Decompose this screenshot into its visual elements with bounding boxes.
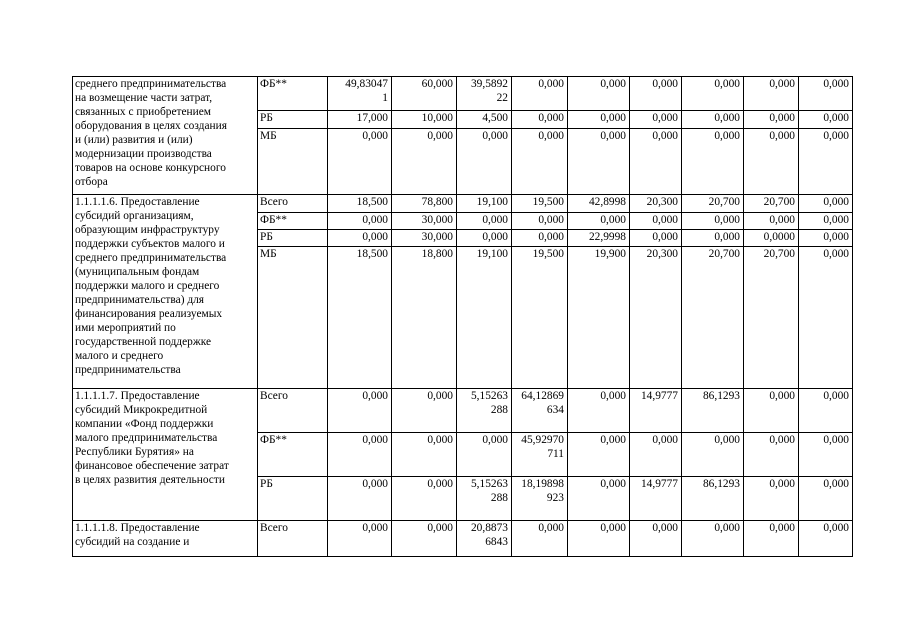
description-line: (муниципальным фондам [75, 266, 200, 278]
amount-cell [568, 195, 630, 213]
amount-cell [799, 247, 853, 389]
amount-cell [744, 477, 799, 521]
amount-value: 0,000 [600, 434, 626, 446]
amount-value: 0,000 [714, 112, 740, 124]
amount-value: 0,000 [769, 130, 795, 142]
amount-cell [392, 433, 457, 477]
amount-value: 0,000 [823, 196, 849, 208]
amount-cell [744, 213, 799, 230]
amount-value: 0,000 [823, 434, 849, 446]
description-line: поддержки малого и среднего [75, 280, 220, 292]
amount-value: 42,8998 [588, 196, 626, 208]
table-row [73, 195, 853, 213]
amount-cell [799, 477, 853, 521]
amount-cell [392, 129, 457, 195]
amount-value: 0,000 [427, 390, 453, 402]
amount-cell [799, 389, 853, 433]
amount-cell [457, 477, 512, 521]
amount-cell [457, 213, 512, 230]
table-row [73, 521, 853, 557]
amount-cell [328, 389, 392, 433]
amount-value: 0,000 [714, 231, 740, 243]
amount-cell [392, 77, 457, 111]
amount-value: 0,000 [482, 130, 508, 142]
amount-cell [392, 521, 457, 557]
amount-value: 0,0000 [763, 231, 795, 243]
table-row [73, 389, 853, 433]
amount-value: 0,000 [652, 112, 678, 124]
amount-cell [682, 477, 744, 521]
funding-source: Всего [258, 521, 328, 557]
amount-cell [392, 111, 457, 129]
amount-cell [328, 230, 392, 247]
amount-value: 86,1293 [702, 390, 740, 402]
amount-cell [512, 433, 568, 477]
description-line: субсидий организациям, [75, 210, 194, 222]
funding-source: ФБ** [258, 77, 328, 111]
amount-cell [630, 111, 682, 129]
amount-value: 634 [546, 404, 564, 416]
amount-cell [682, 213, 744, 230]
amount-cell [392, 195, 457, 213]
amount-value: 5,15263 [470, 390, 508, 402]
amount-cell [682, 77, 744, 111]
description-line: финансовое обеспечение затрат [75, 460, 229, 472]
description-line: Республики Бурятия» на [75, 446, 194, 458]
description-line: в целях развития деятельности [75, 474, 225, 486]
amount-value: 17,000 [356, 112, 388, 124]
amount-cell [744, 111, 799, 129]
description-line: предпринимательства) для [75, 294, 205, 306]
amount-cell [457, 521, 512, 557]
amount-value: 288 [490, 404, 508, 416]
amount-cell [568, 230, 630, 247]
description-line: финансирования реализуемых [75, 308, 223, 320]
amount-value: 78,800 [421, 196, 453, 208]
amount-cell [744, 129, 799, 195]
amount-cell [512, 477, 568, 521]
amount-value: 0,000 [482, 434, 508, 446]
amount-cell [744, 247, 799, 389]
amount-value: 0,000 [652, 214, 678, 226]
amount-value: 0,000 [652, 434, 678, 446]
description-line: на возмещение части затрат, [75, 92, 213, 104]
amount-value: 14,9777 [640, 390, 678, 402]
amount-value: 0,000 [538, 78, 564, 90]
amount-value: 0,000 [600, 522, 626, 534]
measure-description [73, 521, 258, 557]
amount-cell [630, 433, 682, 477]
amount-value: 0,000 [769, 522, 795, 534]
description-line: среднего предпринимательства [75, 78, 227, 90]
amount-value: 0,000 [482, 214, 508, 226]
amount-cell [328, 521, 392, 557]
amount-cell [328, 433, 392, 477]
amount-cell [392, 247, 457, 389]
amount-value: 10,000 [421, 112, 453, 124]
amount-value: 0,000 [769, 78, 795, 90]
amount-cell [328, 477, 392, 521]
amount-value: 0,000 [652, 522, 678, 534]
amount-cell [328, 129, 392, 195]
amount-value: 0,000 [652, 130, 678, 142]
amount-value: 20,700 [708, 248, 740, 260]
amount-cell [630, 521, 682, 557]
amount-cell [799, 129, 853, 195]
amount-cell [328, 111, 392, 129]
measure-description [73, 195, 258, 389]
description-line: субсидий на создание и [75, 536, 190, 548]
description-line: предпринимательства [75, 364, 181, 376]
amount-cell [744, 195, 799, 213]
funding-source: РБ [258, 230, 328, 247]
amount-value: 0,000 [652, 231, 678, 243]
amount-cell [392, 389, 457, 433]
amount-value: 0,000 [427, 434, 453, 446]
amount-value: 0,000 [714, 130, 740, 142]
amount-value: 22 [496, 92, 508, 104]
amount-cell [630, 389, 682, 433]
description-line: государственной поддержке [75, 336, 212, 348]
amount-cell [512, 195, 568, 213]
amount-value: 18,800 [421, 248, 453, 260]
amount-cell [682, 129, 744, 195]
amount-cell [457, 111, 512, 129]
amount-cell [630, 230, 682, 247]
amount-value: 0,000 [652, 78, 678, 90]
amount-cell [630, 477, 682, 521]
amount-value: 0,000 [823, 214, 849, 226]
amount-value: 86,1293 [702, 478, 740, 490]
amount-value: 0,000 [538, 130, 564, 142]
description-line: отбора [75, 176, 108, 188]
amount-cell [457, 129, 512, 195]
amount-value: 0,000 [600, 130, 626, 142]
amount-value: 0,000 [714, 434, 740, 446]
description-line: 1.1.1.1.6. Предоставление [75, 196, 200, 208]
amount-cell [392, 213, 457, 230]
amount-cell [744, 230, 799, 247]
description-line: компании «Фонд поддержки [75, 418, 214, 430]
amount-cell [457, 247, 512, 389]
amount-cell [512, 247, 568, 389]
amount-value: 0,000 [538, 522, 564, 534]
measure-description [73, 77, 258, 195]
funding-source: ФБ** [258, 433, 328, 477]
amount-cell [568, 247, 630, 389]
amount-cell [630, 213, 682, 230]
funding-source: Всего [258, 389, 328, 433]
amount-cell [799, 213, 853, 230]
amount-cell [512, 111, 568, 129]
description-line: модернизации производства [75, 148, 212, 160]
amount-value: 0,000 [769, 112, 795, 124]
description-line: 1.1.1.1.7. Предоставление [75, 390, 200, 402]
amount-cell [457, 77, 512, 111]
description-line: оборудования в целях создания [75, 120, 227, 132]
amount-value: 20,8873 [470, 522, 508, 534]
amount-value: 39,5892 [470, 78, 508, 90]
amount-value: 18,500 [356, 248, 388, 260]
amount-cell [568, 129, 630, 195]
amount-value: 45,92970 [521, 434, 564, 446]
amount-cell [392, 230, 457, 247]
amount-value: 20,700 [708, 196, 740, 208]
amount-cell [512, 213, 568, 230]
amount-value: 30,000 [421, 231, 453, 243]
description-line: связанных с приобретением [75, 106, 211, 118]
amount-value: 0,000 [362, 130, 388, 142]
amount-value: 19,500 [532, 196, 564, 208]
amount-cell [328, 77, 392, 111]
description-line: и (или) развития и (или) [75, 134, 193, 146]
amount-cell [457, 389, 512, 433]
amount-value: 0,000 [823, 248, 849, 260]
amount-value: 20,700 [763, 248, 795, 260]
description-line: образующим инфраструктуру [75, 224, 220, 236]
amount-cell [799, 77, 853, 111]
amount-cell [682, 111, 744, 129]
amount-cell [682, 521, 744, 557]
amount-value: 0,000 [482, 231, 508, 243]
amount-cell [799, 230, 853, 247]
funding-source: МБ [258, 129, 328, 195]
amount-value: 0,000 [823, 390, 849, 402]
amount-value: 0,000 [362, 214, 388, 226]
amount-cell [568, 77, 630, 111]
amount-value: 0,000 [362, 522, 388, 534]
amount-value: 288 [490, 492, 508, 504]
amount-value: 0,000 [600, 112, 626, 124]
amount-value: 19,900 [594, 248, 626, 260]
funding-table [72, 76, 853, 557]
amount-value: 6843 [485, 536, 508, 548]
amount-value: 5,15263 [470, 478, 508, 490]
amount-cell [457, 195, 512, 213]
amount-cell [682, 389, 744, 433]
amount-cell [457, 433, 512, 477]
amount-cell [328, 213, 392, 230]
amount-value: 0,000 [538, 231, 564, 243]
amount-value: 64,12869 [521, 390, 564, 402]
amount-cell [799, 433, 853, 477]
funding-source: РБ [258, 477, 328, 521]
amount-value: 0,000 [714, 78, 740, 90]
funding-source: МБ [258, 247, 328, 389]
amount-value: 49,83047 [345, 78, 388, 90]
amount-cell [682, 247, 744, 389]
funding-source: РБ [258, 111, 328, 129]
funding-source: ФБ** [258, 213, 328, 230]
amount-cell [682, 433, 744, 477]
amount-value: 0,000 [427, 478, 453, 490]
amount-value: 0,000 [600, 78, 626, 90]
amount-cell [512, 521, 568, 557]
amount-cell [568, 433, 630, 477]
amount-value: 18,19898 [521, 478, 564, 490]
amount-value: 20,700 [763, 196, 795, 208]
amount-value: 60,000 [421, 78, 453, 90]
amount-cell [512, 129, 568, 195]
amount-value: 0,000 [769, 434, 795, 446]
amount-cell [630, 129, 682, 195]
amount-value: 0,000 [600, 214, 626, 226]
amount-value: 0,000 [362, 231, 388, 243]
amount-value: 711 [547, 448, 564, 460]
amount-value: 0,000 [823, 130, 849, 142]
amount-value: 0,000 [362, 390, 388, 402]
funding-source: Всего [258, 195, 328, 213]
table-row [73, 77, 853, 111]
description-line: товаров на основе конкурсного [75, 162, 226, 174]
amount-cell [568, 213, 630, 230]
amount-value: 0,000 [714, 214, 740, 226]
amount-value: 0,000 [362, 434, 388, 446]
description-line: поддержки субъектов малого и [75, 238, 225, 250]
amount-cell [512, 389, 568, 433]
amount-value: 0,000 [823, 78, 849, 90]
amount-cell [744, 433, 799, 477]
amount-cell [682, 230, 744, 247]
amount-cell [568, 389, 630, 433]
measure-description [73, 389, 258, 521]
amount-cell [512, 77, 568, 111]
amount-value: 0,000 [769, 478, 795, 490]
amount-cell [328, 247, 392, 389]
amount-cell [744, 77, 799, 111]
description-line: субсидий Микрокредитной [75, 404, 208, 416]
amount-value: 0,000 [823, 478, 849, 490]
amount-value: 0,000 [714, 522, 740, 534]
description-line: малого предпринимательства [75, 432, 218, 444]
amount-value: 1 [382, 92, 388, 104]
amount-value: 923 [546, 492, 564, 504]
amount-cell [744, 521, 799, 557]
amount-value: 0,000 [427, 130, 453, 142]
description-line: среднего предпринимательства [75, 252, 227, 264]
amount-value: 0,000 [769, 214, 795, 226]
amount-value: 20,300 [646, 196, 678, 208]
amount-value: 0,000 [823, 231, 849, 243]
amount-value: 19,100 [476, 196, 508, 208]
amount-cell [799, 111, 853, 129]
description-line: 1.1.1.1.8. Предоставление [75, 522, 200, 534]
amount-value: 30,000 [421, 214, 453, 226]
amount-value: 0,000 [600, 390, 626, 402]
amount-value: 14,9777 [640, 478, 678, 490]
amount-value: 19,500 [532, 248, 564, 260]
amount-value: 0,000 [538, 214, 564, 226]
amount-cell [630, 195, 682, 213]
amount-cell [799, 521, 853, 557]
amount-cell [744, 389, 799, 433]
amount-value: 0,000 [600, 478, 626, 490]
amount-value: 0,000 [538, 112, 564, 124]
amount-value: 20,300 [646, 248, 678, 260]
amount-value: 22,9998 [588, 231, 626, 243]
amount-value: 19,100 [476, 248, 508, 260]
amount-cell [568, 521, 630, 557]
amount-cell [799, 195, 853, 213]
amount-cell [328, 195, 392, 213]
amount-value: 0,000 [823, 112, 849, 124]
amount-value: 0,000 [427, 522, 453, 534]
amount-cell [512, 230, 568, 247]
amount-cell [457, 230, 512, 247]
amount-value: 0,000 [362, 478, 388, 490]
amount-cell [568, 111, 630, 129]
amount-value: 0,000 [823, 522, 849, 534]
amount-cell [630, 77, 682, 111]
amount-cell [630, 247, 682, 389]
amount-value: 18,500 [356, 196, 388, 208]
amount-cell [682, 195, 744, 213]
description-line: ими мероприятий по [75, 322, 176, 334]
description-line: малого и среднего [75, 350, 164, 362]
amount-cell [392, 477, 457, 521]
amount-value: 4,500 [482, 112, 508, 124]
amount-value: 0,000 [769, 390, 795, 402]
amount-cell [568, 477, 630, 521]
